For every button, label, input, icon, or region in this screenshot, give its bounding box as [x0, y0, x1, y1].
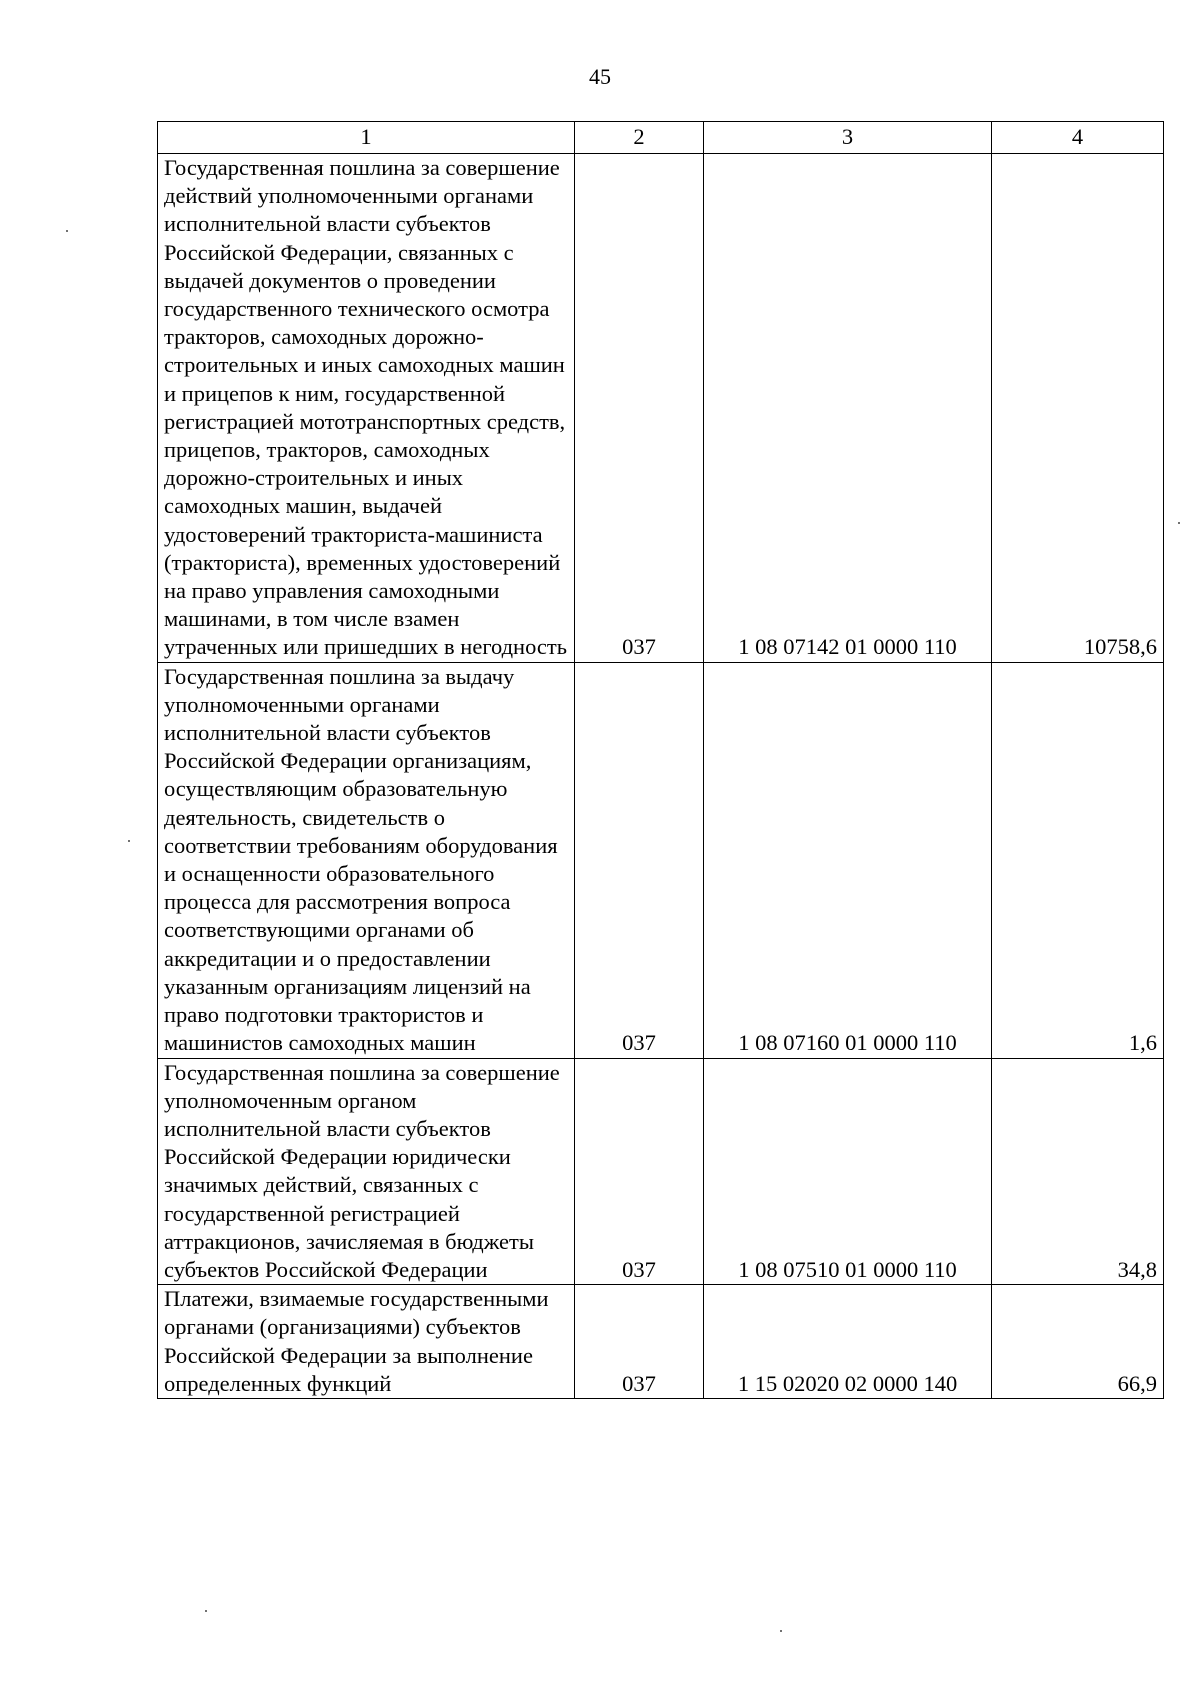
table-row [158, 154, 1164, 663]
scan-speck [128, 840, 130, 842]
scan-speck [1178, 522, 1180, 524]
row-amount: 66,9 [992, 1285, 1164, 1399]
row-admin-code: 037 [575, 154, 704, 663]
row-amount: 34,8 [992, 1058, 1164, 1285]
scan-speck [205, 1610, 207, 1612]
table-row [158, 1058, 1164, 1285]
row-classification-code: 1 08 07160 01 0000 110 [704, 662, 992, 1058]
row-admin-code: 037 [575, 1285, 704, 1399]
revenue-table [157, 121, 1164, 1399]
column-header-3: 3 [704, 122, 992, 154]
table-row [158, 662, 1164, 1058]
column-header-2: 2 [575, 122, 704, 154]
table-row [158, 1285, 1164, 1399]
column-header-4: 4 [992, 122, 1164, 154]
row-description: Государственная пошлина за выдачу уполномоченными органами исполнительной власти субъектов Российской Федерации организациям, осуществляющим образовательную деятельность, свидетельств о соответствии требованиям оборудования и оснащенности образовательного процесса для рассмотрения вопроса соответствующими органами об аккредитации и о предоставлении указанным организациям лицензий на право подготовки трактористов и машинистов самоходных машин [158, 662, 575, 1058]
scan-speck [66, 230, 68, 232]
row-admin-code: 037 [575, 1058, 704, 1285]
row-classification-code: 1 08 07510 01 0000 110 [704, 1058, 992, 1285]
row-description: Платежи, взимаемые государственными органами (организациями) субъектов Российской Федерации за выполнение определенных функций [158, 1285, 575, 1399]
scan-speck [780, 1630, 782, 1632]
row-classification-code: 1 08 07142 01 0000 110 [704, 154, 992, 663]
row-admin-code: 037 [575, 662, 704, 1058]
table-header-row [158, 122, 1164, 154]
page-number: 45 [589, 64, 611, 89]
column-header-1: 1 [158, 122, 575, 154]
row-classification-code: 1 15 02020 02 0000 140 [704, 1285, 992, 1399]
row-amount: 1,6 [992, 662, 1164, 1058]
row-description: Государственная пошлина за совершение действий уполномоченными органами исполнительной власти субъектов Российской Федерации, связанных с выдачей документов о проведении государственного технического осмотра тракторов, самоходных дорожно-строительных и иных самоходных машин и прицепов к ним, государственной регистрацией мототранспортных средств, прицепов, тракторов, самоходных дорожно-строительных и иных самоходных машин, выдачей удостоверений тракториста-машиниста (тракториста), временных удостоверений на право управления самоходными машинами, в том числе взамен утраченных или пришедших в негодность [158, 154, 575, 663]
row-amount: 10758,6 [992, 154, 1164, 663]
row-description: Государственная пошлина за совершение уполномоченным органом исполнительной власти субъектов Российской Федерации юридически значимых действий, связанных с государственной регистрацией аттракционов, зачисляемая в бюджеты субъектов Российской Федерации [158, 1058, 575, 1285]
